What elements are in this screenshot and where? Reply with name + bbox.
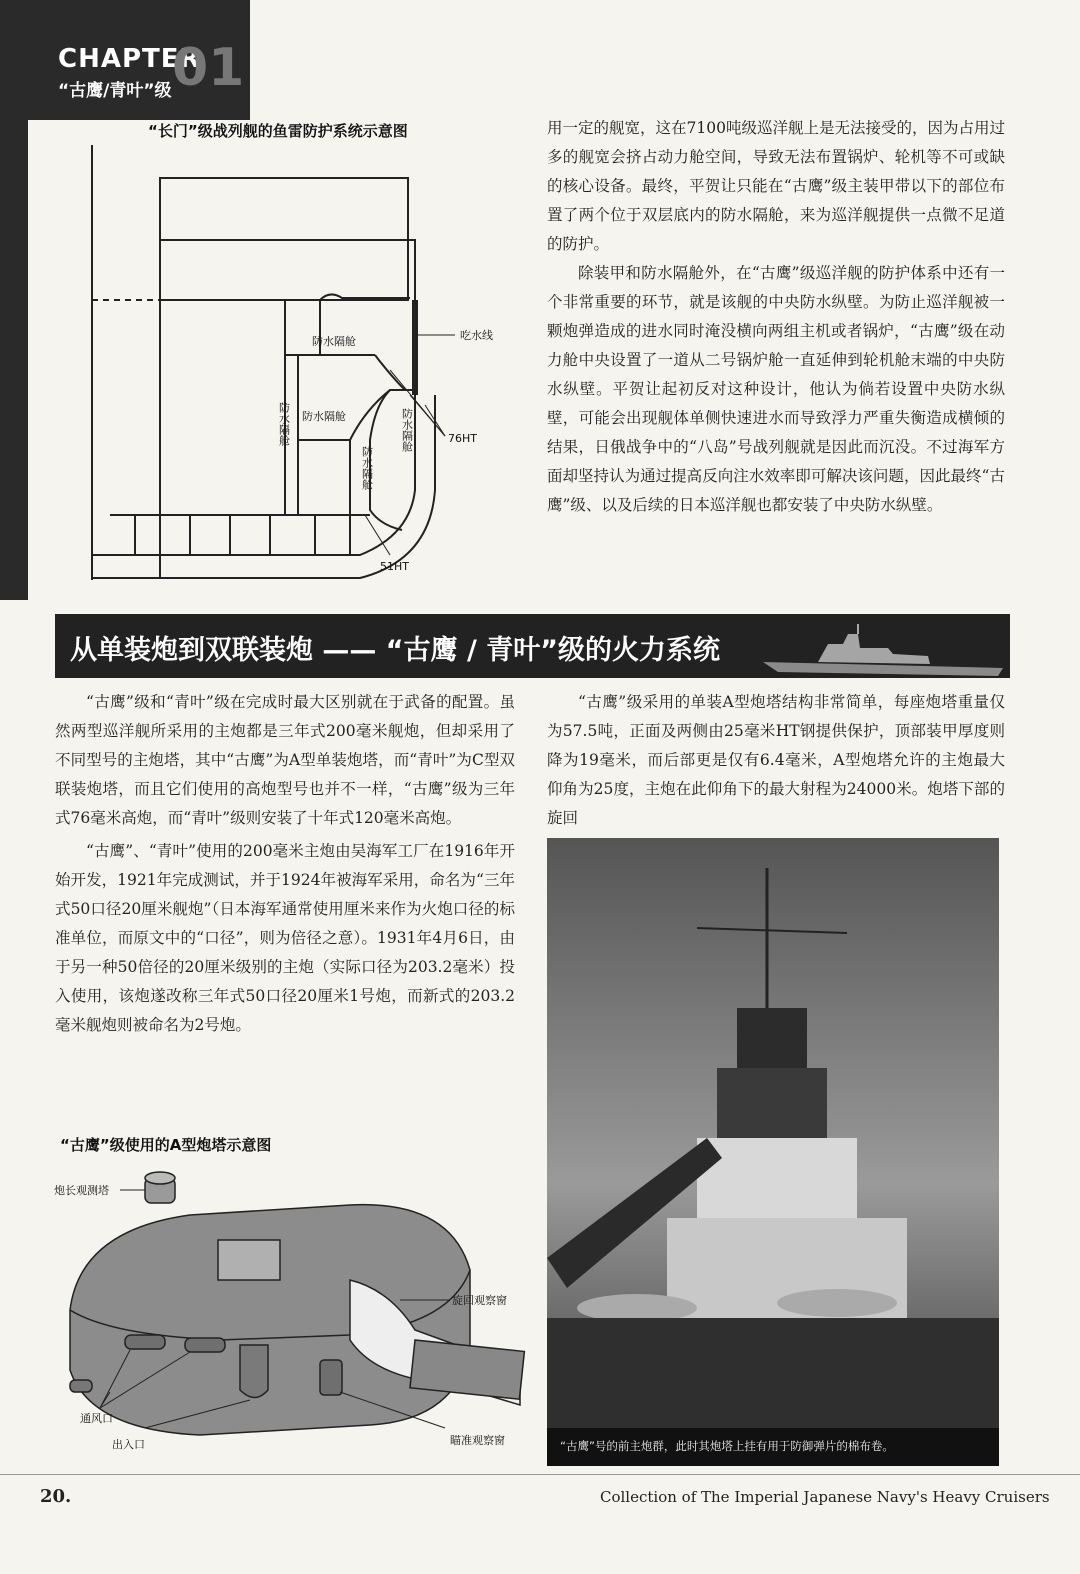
photo-caption: “古鹰”号的前主炮群，此时其炮塔上挂有用于防御弹片的棉布卷。 bbox=[560, 1439, 894, 1453]
book-title: Collection of The Imperial Japanese Navy's Heavy Cruisers bbox=[600, 1488, 1050, 1506]
page-number: 20. bbox=[40, 1486, 72, 1507]
article-text-left-bottom bbox=[55, 688, 515, 1040]
bulkhead-vertical-label-3: 防水隔舱 bbox=[360, 446, 374, 490]
vent-label: 通风口 bbox=[80, 1412, 113, 1425]
ht76-label: 76HT bbox=[448, 432, 477, 445]
footer-divider bbox=[0, 1474, 1080, 1475]
bulkhead-label-1: 防水隔舱 bbox=[312, 335, 356, 348]
bulkhead-vertical-label-1: 防水隔舱 bbox=[277, 402, 291, 446]
section-title: 从单装炮到双联装炮 —— “古鹰 / 青叶”级的火力系统 bbox=[70, 635, 720, 666]
paragraph: 用一定的舰宽，这在7100吨级巡洋舰上是无法接受的，因为占用过多的舰宽会挤占动力舱空间，导致无法布置锅炉、轮机等不可或缺的核心设备。最终，平贺让只能在“古鹰”级主装甲带以下的部位布置了两个位于双层底内的防水隔舱，来为巡洋舰提供一点微不足道的防护。 bbox=[547, 119, 1005, 253]
chapter-subtitle: “古鹰/青叶”级 bbox=[58, 81, 172, 101]
chapter-side-bar bbox=[0, 120, 28, 600]
entrance-label: 出入口 bbox=[112, 1438, 145, 1451]
bulkhead-label-2: 防水隔舱 bbox=[302, 410, 346, 423]
article-text-right-bottom bbox=[547, 688, 1005, 833]
rotation-window-label: 旋回观察窗 bbox=[452, 1294, 507, 1307]
paragraph: 除装甲和防水隔舱外，在“古鹰”级巡洋舰的防护体系中还有一个非常重要的环节，就是该舰的中央防水纵壁。为防止巡洋舰被一颗炮弹造成的进水同时淹没横向两组主机或者锅炉，“古鹰”级在动力舱中央设置了一道从二号锅炉舱一直延伸到轮机舱末端的中央防水纵壁。平贺让起初反对这种设计，他认为倘若设置中央防水纵壁，可能会出现舰体单侧快速进水而导致浮力严重失衡造成横倾的结果，日俄战争中的“八岛”号战列舰就是因此而沉没。不过海军方面却坚持认为通过提高反向注水效率即可解决该问题，因此最终“古鹰”级、以及后续的日本巡洋舰也都安装了中央防水纵壁。 bbox=[547, 264, 1005, 514]
aim-window-label: 瞄准观察窗 bbox=[450, 1434, 505, 1447]
turret-diagram bbox=[50, 1160, 530, 1460]
bulkhead-vertical-label-2: 防水隔舱 bbox=[400, 408, 414, 452]
article-text-right-top bbox=[547, 114, 1005, 520]
commander-tower-label: 炮长观测塔 bbox=[54, 1184, 109, 1197]
torpedo-protection-diagram bbox=[80, 140, 530, 580]
ht51-label: 51HT bbox=[380, 560, 409, 573]
ship-photo bbox=[547, 838, 999, 1466]
turret-diagram-title: “古鹰”级使用的A型炮塔示意图 bbox=[60, 1136, 272, 1154]
cruiser-silhouette-image bbox=[758, 624, 1008, 684]
paragraph: “古鹰”、“青叶”使用的200毫米主炮由吴海军工厂在1916年开始开发，1921年完成测试，并于1924年被海军采用，命名为“三年式50口径20厘米舰炮”（日本海军通常使用厘米来作为火炮口径的标准单位，而原文中的“口径”，则为倍径之意）。1931年4月6日，由于另一种50倍径的20厘米级别的主炮（实际口径为203.2毫米）投入使用，该炮遂改称三年式50口径20厘米1号炮，而新式的203.2毫米舰炮则被命名为2号炮。 bbox=[55, 842, 515, 1034]
ship-photo-image bbox=[547, 838, 999, 1466]
chapter-label: CHAPTER bbox=[58, 44, 201, 74]
paragraph: “古鹰”级和“青叶”级在完成时最大区别就在于武备的配置。虽然两型巡洋舰所采用的主炮都是三年式200毫米舰炮，但却采用了不同型号的主炮塔，其中“古鹰”为A型单装炮塔，而“青叶”为C型双联装炮塔，而且它们使用的高炮型号也并不一样，“古鹰”级为三年式76毫米高炮，而“青叶”级则安装了十年式120毫米高炮。 bbox=[55, 693, 515, 827]
waterline-label: 吃水线 bbox=[460, 329, 493, 342]
paragraph: “古鹰”级采用的单装A型炮塔结构非常简单，每座炮塔重量仅为57.5吨，正面及两侧由25毫米HT钢提供保护，顶部装甲厚度则降为19毫米，而后部更是仅有6.4毫米，A型炮塔允许的主炮最大仰角为25度，主炮在此仰角下的最大射程为24000米。炮塔下部的旋回 bbox=[547, 693, 1005, 827]
torpedo-diagram-title: “长门”级战列舰的鱼雷防护系统示意图 bbox=[148, 122, 408, 140]
chapter-number: 01 bbox=[172, 38, 245, 98]
